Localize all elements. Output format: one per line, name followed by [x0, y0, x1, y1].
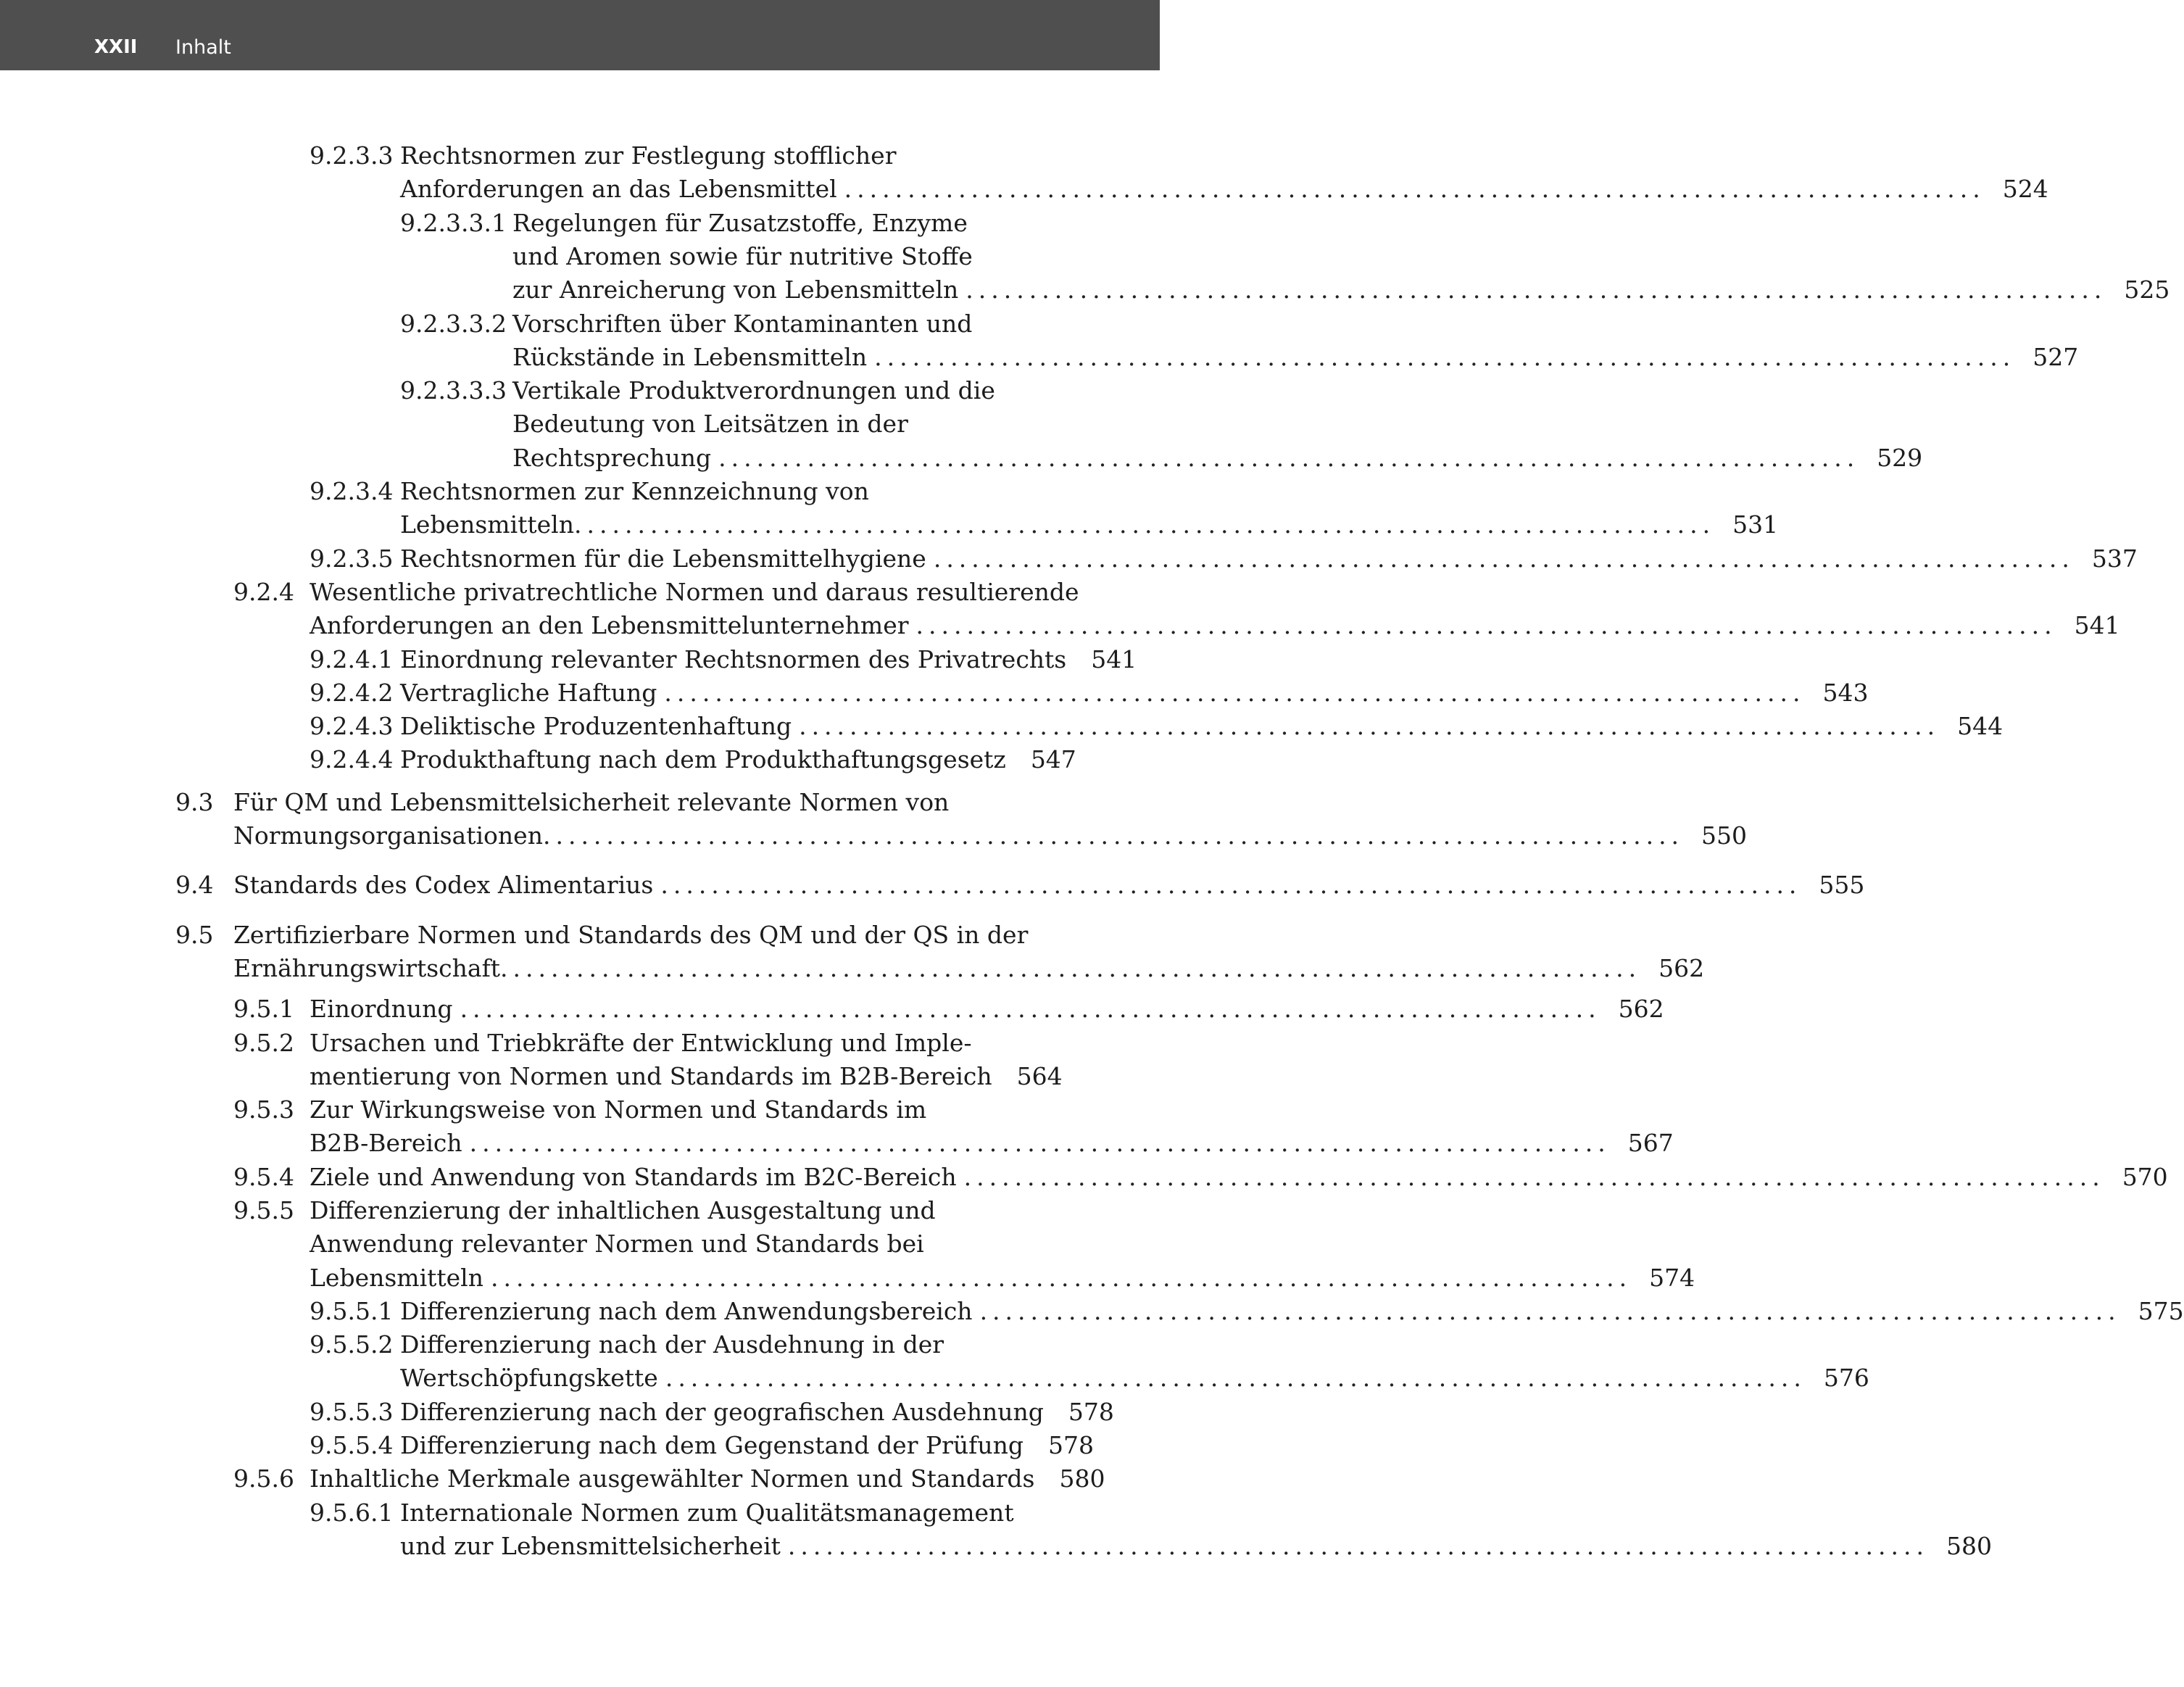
toc-entry-title-line: Ziele und Anwendung von Standards im B2C-Bereich: [310, 1162, 957, 1191]
toc-page-number: 529: [1877, 443, 1923, 472]
toc-page-number: 537: [2091, 544, 2138, 573]
toc-page-number: 562: [1618, 995, 1664, 1024]
leader-dots: ..........................................................................................: [844, 175, 1985, 204]
toc-entry-number: 9.5.3: [233, 1095, 294, 1124]
toc-entry-title-line: Anforderungen an das Lebensmittel: [400, 175, 837, 204]
leader-dots: ..........................................................................................: [664, 678, 1806, 707]
toc-page-number: 524: [2002, 175, 2048, 204]
leader-dots: ..........................................................................................: [915, 611, 2057, 640]
toc-page-number: 527: [2033, 342, 2079, 371]
toc-entry-title-line: Ursachen und Triebkräfte der Entwicklung und Imple-: [310, 1028, 972, 1057]
toc-entry-title-line: Differenzierung nach dem Gegenstand der Prüfung: [400, 1431, 1024, 1460]
toc-entry-title-line: Bedeutung von Leitsätzen in der: [512, 410, 908, 439]
toc-entry-title-line: mentierung von Normen und Standards im B2B-Bereich: [310, 1061, 992, 1090]
toc-page-number: 575: [2138, 1296, 2184, 1325]
leader-dots: ..........................................................................................: [979, 1296, 2121, 1325]
toc-page-number: 543: [1822, 678, 1869, 707]
toc-page-number: 541: [1091, 644, 1137, 673]
toc-entry-number: 9.2.3.4: [310, 477, 394, 505]
toc-entry-number: 9.5.6.1: [310, 1498, 394, 1527]
toc-page-number: 578: [1048, 1431, 1095, 1460]
leader-dots: ..........................................................................................: [660, 871, 1802, 900]
toc-page-number: 574: [1649, 1263, 1695, 1292]
toc-entry-title-line: und Aromen sowie für nutritive Stoffe: [512, 241, 973, 270]
toc-entry-title-line: Differenzierung nach dem Anwendungsbereich: [400, 1296, 973, 1325]
toc-entry-title-line: Produkthaftung nach dem Produkthaftungsgesetz: [400, 745, 1006, 774]
leader-dots: ..........................................................................................: [542, 821, 1685, 850]
toc-entry-title-line: Rechtsnormen zur Kennzeichnung von: [400, 477, 869, 505]
toc-entry-title-line: Rechtsprechung: [512, 443, 712, 472]
toc-entry-title-line: Vertragliche Haftung: [400, 678, 657, 707]
toc-entry-title-line: Standards des Codex Alimentarius: [233, 871, 654, 900]
leader-dots: ..........................................................................................: [469, 1129, 1611, 1158]
toc-entry-title-line: Anforderungen an den Lebensmittelunternehmer: [310, 611, 909, 640]
toc-page-number: 580: [1946, 1531, 1992, 1560]
leader-dots: ..........................................................................................: [933, 544, 2075, 573]
toc-entry-title-line: Für QM und Lebensmittelsicherheit relevante Normen von: [233, 787, 950, 816]
toc-entry-title-line: Differenzierung nach der geografischen Ausdehnung: [400, 1397, 1044, 1426]
toc-entry-title-line: Zertifizierbare Normen und Standards des QM und der QS in der: [233, 920, 1029, 949]
toc-entry-number: 9.2.4: [233, 577, 294, 606]
toc-entry-number: 9.2.3.3.3: [400, 376, 507, 405]
toc-entry-title-line: Ernährungswirtschaft: [233, 953, 501, 982]
toc-entry-title-line: Wesentliche privatrechtliche Normen und daraus resultierende: [310, 577, 1079, 606]
page-header: [0, 0, 1160, 70]
toc-entry-title-line: Einordnung: [310, 995, 453, 1024]
leader-dots: ..........................................................................................: [665, 1364, 1806, 1393]
toc-entry-title-line: Lebensmitteln: [310, 1263, 483, 1292]
toc-entry-number: 9.5.5.4: [310, 1431, 394, 1460]
toc-page-number: 564: [1016, 1061, 1063, 1090]
toc-entry-title-line: Einordnung relevanter Rechtsnormen des Privatrechts: [400, 644, 1067, 673]
toc-page-number: 541: [2074, 611, 2120, 640]
toc-entry-number: 9.2.4.4: [310, 745, 394, 774]
toc-entry-title-line: Deliktische Produzentenhaftung: [400, 712, 792, 741]
toc-entry-number: 9.2.4.1: [310, 644, 394, 673]
toc-entry-number: 9.5: [175, 920, 214, 949]
toc-entry-number: 9.2.3.3.2: [400, 309, 507, 338]
toc-entry-number: 9.4: [175, 871, 214, 900]
toc-entry-number: 9.5.4: [233, 1162, 294, 1191]
toc-entry-title-line: Rechtsnormen für die Lebensmittelhygiene: [400, 544, 926, 573]
toc-entry-number: 9.3: [175, 787, 214, 816]
toc-page-number: 544: [1957, 712, 2004, 741]
toc-entry-title-line: Inhaltliche Merkmale ausgewählter Normen und Standards: [310, 1464, 1035, 1493]
toc-entry-number: 9.5.6: [233, 1464, 294, 1493]
leader-dots: ..........................................................................................: [460, 995, 1601, 1024]
toc-entry-number: 9.2.3.3: [310, 141, 394, 170]
toc-entry-title-line: Vorschriften über Kontaminanten und: [512, 309, 973, 338]
toc-page-number: 550: [1701, 821, 1748, 850]
leader-dots: ..........................................................................................: [491, 1263, 1632, 1292]
toc-page-number: 580: [1059, 1464, 1105, 1493]
toc-entry-title-line: Normungsorganisationen: [233, 821, 543, 850]
toc-entry-number: 9.2.3.3.1: [400, 208, 507, 237]
leader-dots: ..........................................................................................: [799, 712, 1940, 741]
toc-page-number: 547: [1030, 745, 1076, 774]
toc-entry-title-line: Wertschöpfungskette: [400, 1364, 658, 1393]
toc-entry-number: 9.5.5.1: [310, 1296, 394, 1325]
toc-entry-number: 9.5.5: [233, 1196, 294, 1224]
toc-entry-number: 9.5.5.2: [310, 1330, 394, 1359]
toc-entry-title-line: Differenzierung der inhaltlichen Ausgestaltung und: [310, 1196, 936, 1224]
leader-dots: ..........................................................................................: [500, 953, 1642, 982]
leader-dots: ..........................................................................................: [963, 1162, 2105, 1191]
toc-entry-title-line: Anwendung relevanter Normen und Standards bei: [310, 1230, 924, 1259]
toc-entry-title-line: und zur Lebensmittelsicherheit: [400, 1531, 781, 1560]
toc-page-number: 576: [1823, 1364, 1869, 1393]
toc-entry-title-line: Zur Wirkungsweise von Normen und Standards im: [310, 1095, 927, 1124]
toc-page-number: 578: [1068, 1397, 1114, 1426]
toc-entry-number: 9.2.4.3: [310, 712, 394, 741]
leader-dots: ..........................................................................................: [574, 510, 1716, 539]
leader-dots: ..........................................................................................: [966, 275, 2107, 304]
toc-page-number: 567: [1627, 1129, 1674, 1158]
leader-dots: ..........................................................................................: [787, 1531, 1929, 1560]
toc-entry-number: 9.5.2: [233, 1028, 294, 1057]
toc-entry-title-line: Lebensmitteln: [400, 510, 574, 539]
leader-dots: ..........................................................................................: [874, 342, 2016, 371]
toc-page-number: 531: [1732, 510, 1779, 539]
toc-page-number: 570: [2122, 1162, 2168, 1191]
toc-entry-title-line: B2B-Bereich: [310, 1129, 462, 1158]
running-title: Inhalt: [175, 36, 231, 59]
toc-entry-number: 9.5.5.3: [310, 1397, 394, 1426]
toc-entry-title-line: Regelungen für Zusatzstoffe, Enzyme: [512, 208, 968, 237]
toc-entry-number: 9.2.4.2: [310, 678, 394, 707]
leader-dots: ..........................................................................................: [718, 443, 1860, 472]
toc-page-number: 525: [2124, 275, 2170, 304]
toc-entry-title-line: Rückstände in Lebensmitteln: [512, 342, 868, 371]
page-number: XXII: [94, 36, 138, 58]
toc-entry-title-line: Differenzierung nach der Ausdehnung in der: [400, 1330, 944, 1359]
toc-entry-number: 9.5.1: [233, 995, 294, 1024]
toc-entry-title-line: zur Anreicherung von Lebensmitteln: [512, 275, 959, 304]
toc-entry-number: 9.2.3.5: [310, 544, 394, 573]
toc-entry-title-line: Internationale Normen zum Qualitätsmanagement: [400, 1498, 1014, 1527]
toc-page-number: 562: [1658, 953, 1705, 982]
toc-page-number: 555: [1819, 871, 1865, 900]
toc-entry-title-line: Rechtsnormen zur Festlegung stofflicher: [400, 141, 897, 170]
toc-entry-title-line: Vertikale Produktverordnungen und die: [512, 376, 995, 405]
